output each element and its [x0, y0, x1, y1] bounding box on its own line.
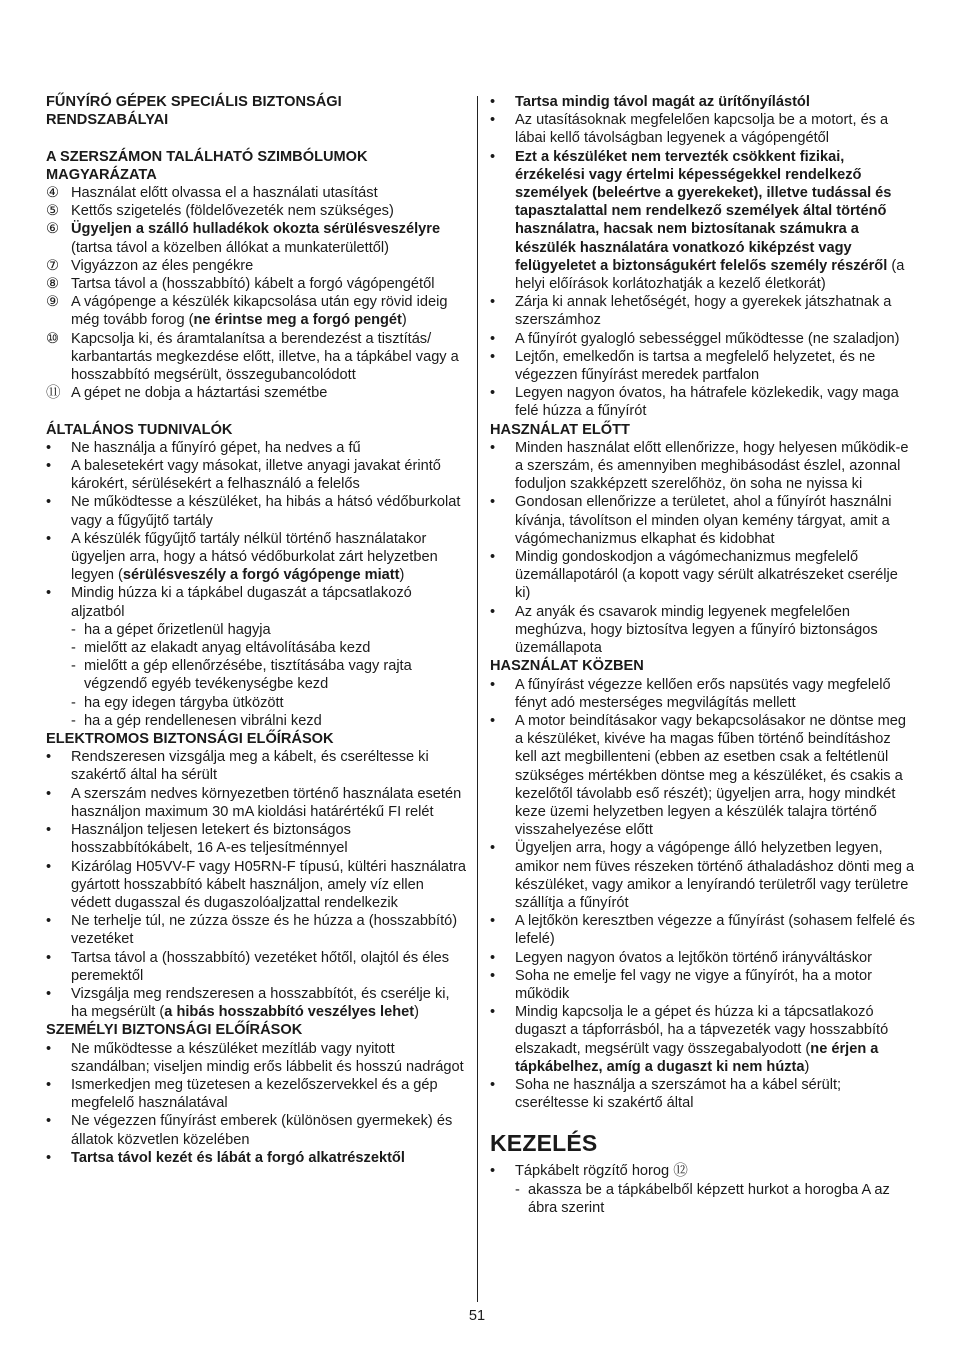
list-item [490, 839, 915, 912]
before-use-list [490, 439, 915, 657]
section-title-personal: SZEMÉLYI BIZTONSÁGI ELŐÍRÁSOK [46, 1022, 303, 1039]
list-item [46, 858, 466, 913]
symbol-item [46, 184, 466, 202]
list-item [46, 1040, 466, 1076]
item-text-main: Zárja ki annak lehetőségét, hogy a gyerekek játszhatnak a szerszámhoz [515, 294, 892, 329]
bullet-icon: • [46, 494, 52, 511]
item-text [71, 949, 466, 985]
item-bold: sérülésveszély a forgó vágópenge miatt [122, 567, 400, 584]
item-text-main: Mindig kapcsolja le a gépet és húzza ki a tápcsatlakozó dugaszt a tápforrásból, ha a tápvezeték vagy hosszabbító elszakadt, megsérült vagy összegabalyodott ( [515, 1004, 889, 1057]
sub-list-item [46, 712, 466, 730]
left-column [46, 93, 466, 1167]
dash-icon: - [71, 712, 76, 729]
item-text-after: (a helyi előírások korlátozhatják a kezelő életkorát) [515, 257, 905, 293]
bullet-icon: • [46, 985, 52, 1002]
bullet-icon: • [46, 439, 52, 456]
item-text-main: Ismerkedjen meg tüzetesen a kezelőszervekkel és a gép megfelelő használatával [71, 1076, 438, 1112]
bullet-icon: • [46, 585, 52, 602]
general-list [46, 439, 466, 621]
list-item [490, 912, 915, 948]
item-text-main: A motor beindításakor vagy bekapcsolásakor ne döntse meg a készüléket, kivéve ha magas fűben történő beindításhoz kell azt megbillenteni (ebben az esetben csak a feltétlenül szükséges mértékben döntse meg a készüléket, és csakis a kezelőtől távolabb eső részét); ügyeljen arra, hogy mindkét keze üzemi helyzetben legyen a készülék talajra történő visszahelyezése előtt [515, 712, 907, 839]
page-number: 51 [468, 1308, 486, 1324]
item-text [515, 93, 915, 111]
item-text-main: A vágópenge a készülék kikapcsolása után egy rövid ideig még tovább forog ( [71, 294, 448, 329]
item-text-main: Legyen nagyon óvatos a lejtőkön történő irányváltáskor [515, 949, 872, 966]
item-text-after: ) [414, 1004, 419, 1021]
dash-icon: - [71, 694, 76, 711]
symbol-item [46, 275, 466, 293]
item-text-after: ) [399, 567, 405, 584]
item-text-main: Ne végezzen fűnyírást emberek (különösen gyermekek) és állatok közvetlen közelében [71, 1113, 453, 1148]
symbol-item [46, 293, 466, 329]
item-text-main: Minden használat előtt ellenőrizze, hogy helyesen működik-e a szerszám, és amennyiben meghibásodást észlel, azonnal foduljon szakképzett szerelőhöz, ön soha ne nyissa ki [515, 439, 909, 493]
bullet-icon: • [490, 840, 496, 857]
bullet-icon: • [46, 1040, 52, 1057]
item-text [71, 275, 466, 293]
list-item [46, 1112, 466, 1148]
item-text [515, 111, 915, 147]
symbol-item [46, 220, 466, 256]
item-text-main: A készülék fűgyűjtő tartály nélkül történő használatakor ügyeljen arra, hogy a hátsó védőburkolat zárt helyzetben legyen ( [71, 530, 438, 584]
bullet-icon: • [490, 494, 496, 511]
symbol-number: ⑪ [46, 385, 61, 402]
item-text-main: Ügyeljen arra, hogy a vágópenge álló helyzetben legyen, amikor nem füves részeken történő áthaladáshoz dönti meg a készüléket, vagy amikor a lenyírandó területről vagy területre szállítja a fűnyírót [515, 840, 915, 911]
item-text [71, 785, 466, 821]
item-text [71, 1149, 466, 1167]
dash-icon: - [71, 621, 76, 638]
item-text-main: Tartsa távol a (hosszabbító) vezetéket hőtől, olajtól és éles peremektől [71, 949, 450, 984]
sub-list-item [46, 621, 466, 639]
item-text [515, 493, 915, 548]
item-text [71, 858, 466, 913]
item-text [515, 912, 915, 948]
symbol-item [46, 202, 466, 220]
item-text-main: Tartsa távol a (hosszabbító) kábelt a forgó vágópengétől [71, 276, 435, 293]
list-item [46, 493, 466, 529]
kezeles-list [490, 1162, 915, 1180]
right-column [490, 93, 915, 1217]
sub-item-text: ha a gép rendellenesen vibrálni kezd [84, 712, 322, 729]
item-text-main: A lejtőkön keresztben végezze a fűnyírást (sohasem felfelé és lefelé) [515, 913, 915, 948]
item-text [71, 220, 466, 256]
list-item [490, 949, 915, 967]
item-text [515, 1076, 915, 1112]
item-text [71, 330, 466, 385]
symbol-number: ⑦ [46, 257, 60, 274]
item-text [71, 748, 466, 784]
personal-continued-list [490, 93, 915, 421]
symbol-number: ⑥ [46, 221, 60, 238]
list-item [490, 1076, 915, 1112]
symbol-number: ⑩ [46, 330, 60, 347]
item-text-main: Rendszeresen vizsgálja meg a kábelt, és cseréltesse ki szakértő által ha sérült [71, 749, 429, 784]
item-text [515, 148, 915, 294]
bullet-icon: • [490, 294, 496, 311]
item-text [71, 985, 466, 1021]
item-text-main: A fűnyírót gyalogló sebességgel működtesse (ne szaladjon) [515, 330, 900, 347]
item-text [515, 548, 915, 603]
bullet-icon: • [490, 439, 496, 456]
symbol-item [46, 330, 466, 385]
sub-list-item [490, 1181, 915, 1217]
bullet-icon: • [46, 822, 52, 839]
electric-list [46, 748, 466, 1021]
item-bold: ne érjen a tápkábelhez, amíg a dugaszt ki nem húzta [515, 1040, 879, 1075]
bullet-icon: • [46, 530, 52, 547]
section-title-general: ÁLTALÁNOS TUDNIVALÓK [46, 421, 233, 438]
item-text [515, 330, 915, 348]
item-text-main: Ne működtesse a készüléket mezítláb vagy nyitott szandálban; viseljen mindig erős lábbelit és hosszú nadrágot [71, 1040, 464, 1075]
item-text-main: Használat előtt olvassa el a használati utasítást [71, 185, 378, 201]
item-text-main: A szerszám nedves környezetben történő használata esetén használjon maximum 30 mA kioldási határértékű FI relét [71, 785, 462, 820]
list-item [46, 1076, 466, 1112]
item-text [71, 1112, 466, 1148]
list-item [46, 748, 466, 784]
item-text [515, 384, 915, 420]
item-text-main: Ne használja a fűnyíró gépet, ha nedves a fű [71, 439, 361, 456]
item-text-main: Mindig gondoskodjon a vágómechanizmus megfelelő üzemállapotáról (a kopott vagy sérült alkatrészeket cserélje ki) [515, 549, 898, 602]
bullet-icon: • [46, 1149, 52, 1166]
item-text [71, 584, 466, 620]
item-text [71, 530, 466, 585]
bullet-icon: • [46, 785, 52, 802]
item-bold: Tartsa mindig távol magát az ürítőnyílástól [515, 94, 810, 110]
item-bold: ne érintse meg a forgó pengét [193, 312, 402, 329]
bullet-icon: • [490, 112, 496, 129]
bullet-icon: • [490, 949, 496, 966]
sub-item-text: mielőtt az elakadt anyag eltávolításába kezd [84, 640, 371, 657]
list-item [490, 439, 915, 494]
item-text [515, 293, 915, 329]
item-text [71, 457, 466, 493]
bullet-icon: • [490, 603, 496, 620]
item-text [71, 202, 466, 220]
list-item [490, 676, 915, 712]
symbol-number: ④ [46, 185, 60, 201]
item-text-main: Az anyák és csavarok mindig legyenek megfelelően meghúzva, hogy biztosítva legyen a fűnyíró biztonságos üzemállapota [515, 603, 878, 657]
item-text [71, 821, 466, 857]
bullet-icon: • [490, 1004, 496, 1021]
list-item [490, 330, 915, 348]
item-text [515, 949, 915, 967]
sub-list-item [46, 657, 466, 693]
dash-icon: - [515, 1181, 520, 1198]
bullet-icon: • [46, 913, 52, 930]
section-title-before-use: HASZNÁLAT ELŐTT [490, 421, 630, 438]
bullet-icon: • [490, 913, 496, 930]
list-item [46, 821, 466, 857]
item-bold: Ügyeljen a szálló hulladékok okozta sérülésveszélyre [71, 221, 441, 238]
item-text-main: A fűnyírást végezze kellően erős napsütés vagy megfelelő fényt adó mesterséges megvilágítás mellett [515, 676, 891, 711]
item-text-main: Gondosan ellenőrizze a területet, ahol a fűnyírót használni kívánja, távolítson el minden olyan kemény tárgyat, amit a vágómechanizmus elkaphat és kidobhat [515, 494, 892, 547]
section-title-symbols: A SZERSZÁMON TALÁLHATÓ SZIMBÓLUMOK MAGYARÁZATA [46, 148, 368, 183]
list-item [490, 1162, 915, 1180]
sub-item-text: akassza be a tápkábelből képzett hurkot a horogba A az ábra szerint [528, 1181, 890, 1216]
bullet-icon: • [490, 385, 496, 402]
item-text [71, 493, 466, 529]
bullet-icon: • [46, 1076, 52, 1093]
item-text [71, 293, 466, 329]
item-text-main: Soha ne emelje fel vagy ne vigye a fűnyírót, ha a motor működik [515, 967, 872, 1002]
item-text [71, 184, 466, 202]
item-text [71, 912, 466, 948]
bullet-icon: • [46, 949, 52, 966]
item-text-main: Kizárólag H05VV-F vagy H05RN-F típusú, kültéri használatra gyártott hosszabbító kábelt használjon, amely víz ellen védett dugasszal és dugaszolóaljzattal rendelkezik [71, 858, 467, 911]
item-text [515, 712, 915, 839]
item-text-after: ) [804, 1058, 810, 1075]
list-item [490, 293, 915, 329]
item-text-main: Tápkábelt rögzítő horog ⑫ [515, 1163, 688, 1180]
during-use-list [490, 676, 915, 1113]
list-item [490, 1003, 915, 1076]
bullet-icon: • [490, 549, 496, 566]
bullet-icon: • [46, 858, 52, 875]
symbols-list [46, 184, 466, 402]
item-bold: Tartsa távol kezét és lábát a forgó alkatrészektől [71, 1149, 405, 1166]
list-item [46, 439, 466, 457]
list-item [490, 493, 915, 548]
bullet-icon: • [490, 148, 496, 165]
sub-item-text: ha a gépet őrizetlenül hagyja [84, 621, 271, 638]
list-item [46, 785, 466, 821]
item-text [515, 1162, 915, 1180]
item-bold: a hibás hosszabbító veszélyes lehet [164, 1004, 415, 1021]
item-text-main: Legyen nagyon óvatos, ha hátrafele közlekedik, vagy maga felé húzza a fűnyírót [515, 385, 899, 420]
bullet-icon: • [490, 712, 496, 729]
item-text [71, 384, 466, 402]
item-text-main: Vigyázzon az éles pengékre [71, 257, 254, 274]
section-title-kezeles: KEZELÉS [490, 1130, 598, 1157]
item-text-main: Ne működtesse a készüléket, ha hibás a hátsó védőburkolat vagy a fűgyűjtő tartály [71, 494, 461, 529]
list-item [46, 912, 466, 948]
item-text-main: Kettős szigetelés (földelővezeték nem szükséges) [71, 203, 394, 220]
item-text [515, 1003, 915, 1076]
item-text-main: A gépet ne dobja a háztartási szemétbe [71, 385, 328, 402]
item-text-main: Az utasításoknak megfelelően kapcsolja be a motort, és a lábai kellő távolságban legyenek a vágópengétől [515, 112, 889, 147]
item-text [71, 439, 466, 457]
list-item [490, 712, 915, 839]
list-item [46, 530, 466, 585]
bullet-icon: • [490, 94, 496, 110]
list-item [490, 548, 915, 603]
item-text [71, 1040, 466, 1076]
item-text [515, 676, 915, 712]
symbol-number: ⑧ [46, 276, 60, 293]
item-text-main: Soha ne használja a szerszámot ha a kábel sérült; cseréltesse ki szakértő által [515, 1076, 842, 1112]
item-text-after: (tartsa távol a közelben állókat a munkaterülettől) [71, 239, 389, 256]
list-item [490, 148, 915, 294]
list-item [46, 949, 466, 985]
item-text [515, 603, 915, 658]
symbol-number: ⑨ [46, 294, 60, 311]
item-text-after: ) [401, 312, 407, 329]
item-text [71, 1076, 466, 1112]
bullet-icon: • [490, 676, 496, 693]
sub-list-item [46, 639, 466, 657]
sub-list-item [46, 694, 466, 712]
item-text [71, 257, 466, 275]
list-item [46, 1149, 466, 1167]
bullet-icon: • [490, 1076, 496, 1093]
item-text-main: Használjon teljesen letekert és biztonságos hosszabbítókábelt, 16 A-es teljesítménnyel [71, 822, 351, 857]
sub-item-text: ha egy idegen tárgyba ütközött [84, 694, 284, 711]
dash-icon: - [71, 658, 76, 675]
item-text-main: A balesetekért vagy másokat, illetve anyagi javakat érintő károkért, sérülésekért a felhasználó a felelős [71, 458, 441, 493]
list-item [490, 93, 915, 111]
bullet-icon: • [490, 348, 496, 365]
list-item [46, 985, 466, 1021]
list-item [46, 584, 466, 620]
list-item [490, 111, 915, 147]
item-text-main: Mindig húzza ki a tápkábel dugaszát a tápcsatlakozó aljzatból [71, 585, 412, 620]
personal-list [46, 1040, 466, 1167]
bullet-icon: • [490, 330, 496, 347]
item-text-main: Vizsgálja meg rendszeresen a hosszabbítót, és cserélje ki, ha megsérült ( [71, 985, 450, 1021]
list-item [490, 348, 915, 384]
list-item [46, 457, 466, 493]
bullet-icon: • [490, 1163, 496, 1180]
item-text [515, 348, 915, 384]
bullet-icon: • [490, 967, 496, 984]
general-sub-list [46, 621, 466, 730]
section-title-electric: ELEKTROMOS BIZTONSÁGI ELŐÍRÁSOK [46, 731, 334, 748]
symbol-number: ⑤ [46, 203, 60, 220]
symbol-item [46, 257, 466, 275]
list-item [490, 603, 915, 658]
item-text [515, 839, 915, 912]
list-item [490, 384, 915, 420]
dash-icon: - [71, 640, 76, 657]
column-divider [477, 96, 478, 1302]
bullet-icon: • [46, 749, 52, 766]
bullet-icon: • [46, 1113, 52, 1130]
item-bold: Ezt a készüléket nem tervezték csökkent fizikai, érzékelési vagy értelmi képességekkel rendelkező személyek (beleértve a gyerekeket), illetve tudással és tapasztalattal nem rendelkező személyek által történő használatra, hacsak nem biztosítanak számukra a készülék használatára vonatkozó kiképzést vagy felügyeletet a biztonságukért felelős személy részéről [515, 148, 892, 274]
section-title-special-rules: FŰNYÍRÓ GÉPEK SPECIÁLIS BIZTONSÁGI RENDSZABÁLYAI [46, 94, 342, 129]
list-item [490, 967, 915, 1003]
item-text [515, 967, 915, 1003]
symbol-item [46, 384, 466, 402]
item-text-main: Ne terhelje túl, ne zúzza össze és he húzza a (hosszabbító) vezetéket [71, 913, 458, 948]
bullet-icon: • [46, 458, 52, 475]
item-text-main: Lejtőn, emelkedőn is tartsa a megfelelő helyzetet, és ne végezzen fűnyírást meredek partfalon [515, 348, 876, 384]
item-text-main: Kapcsolja ki, és áramtalanítsa a berendezést a tisztítás/ karbantartás megkezdése előtt, illetve, ha a tápkábel vagy a hosszabbító megsérült, összegubancolódott [71, 330, 459, 384]
item-text [515, 439, 915, 494]
sub-item-text: mielőtt a gép ellenőrzésébe, tisztításába vagy rajta végzendő egyéb tevékenységbe kezd [84, 658, 412, 693]
section-title-during-use: HASZNÁLAT KÖZBEN [490, 658, 644, 675]
kezeles-sub-list [490, 1181, 915, 1217]
